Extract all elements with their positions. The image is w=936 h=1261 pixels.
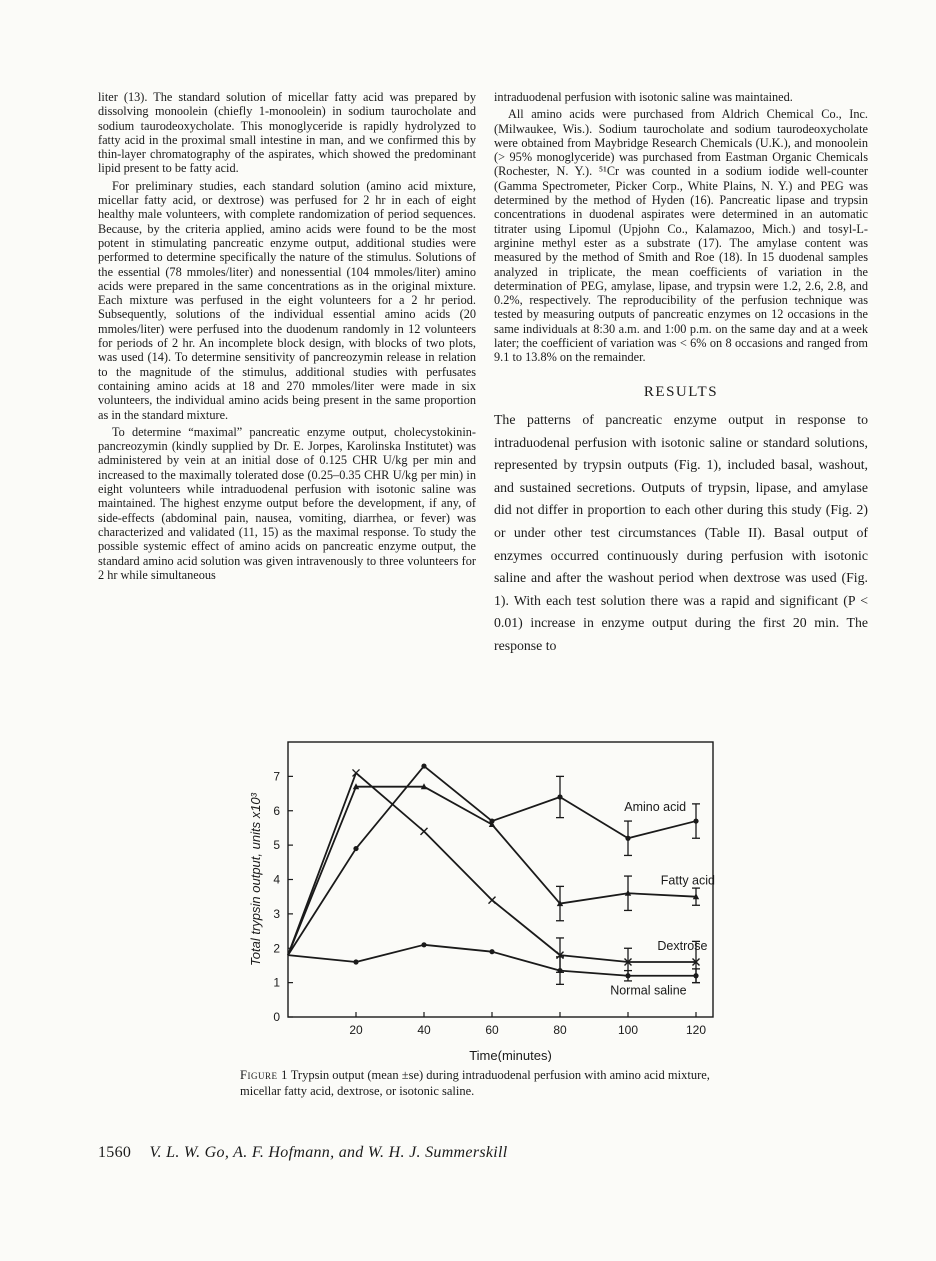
y-tick-label: 3: [273, 906, 280, 921]
figure-caption: [240, 1068, 740, 1099]
x-tick-label: 40: [417, 1023, 431, 1037]
figure-1: [238, 712, 738, 1067]
data-point-dextrose: [421, 828, 428, 835]
data-point-amino-acid: [421, 763, 426, 768]
author-line: V. L. W. Go, A. F. Hofmann, and W. H. J. Summerskill: [149, 1144, 508, 1161]
data-point-amino-acid: [353, 846, 358, 851]
y-axis-label: Total trypsin output, units x10³: [248, 793, 263, 966]
x-tick-label: 80: [553, 1023, 567, 1037]
y-tick-label: 5: [273, 838, 280, 853]
data-point-normal-saline: [353, 959, 358, 964]
data-point-normal-saline: [489, 949, 494, 954]
paragraph: To determine “maximal” pancreatic enzyme output, cholecystokinin-pancreozymin (kindly supplied by Dr. E. Jorpes, Karolinska Institutet) was administered by vein at an initial dose of 0.125 CHR U/kg per min and increased to the maximally tolerated dose (0.25–0.35 CHR U/kg per min) in eight volunteers while intraduodenal perfusion with isotonic saline was maintained. The highest enzyme output before the development, if any, of side-effects (abdominal pain, nausea, vomiting, diarrhea, or fever) was characterized and validated (11, 15) as the maximal response. To study the possible systemic effect of amino acids on pancreatic enzyme output, the standard amino acid solution was given intravenously to three volunteers for 2 hr while simultaneous: [98, 424, 476, 582]
results-paragraph: The patterns of pancreatic enzyme output in response to intraduodenal perfusion with isotonic saline or standard solutions, represented by trypsin outputs (Fig. 1), included basal, washout, and sustained secretions. Outputs of trypsin, lipase, and amylase did not differ in proportion to each other during this study (Fig. 2) or under other test circumstances (Table II). Basal output of enzymes occurred continuously during perfusion with isotonic saline and after the washout period when dextrose was used (Fig. 1). With each test solution there was a rapid and significant (P < 0.01) increase in enzyme output during the first 20 min. The response to: [494, 411, 868, 653]
paragraph: intraduodenal perfusion with isotonic saline was maintained.: [494, 90, 793, 104]
y-tick-label: 7: [273, 769, 280, 784]
x-tick-label: 60: [485, 1023, 499, 1037]
figure-caption-text: Trypsin output (mean ±se) during intraduodenal perfusion with amino acid mixture, micellar fatty acid, dextrose, or isotonic saline.: [240, 1068, 710, 1098]
series-label-normal-saline: Normal saline: [610, 983, 687, 998]
data-point-normal-saline: [421, 942, 426, 947]
data-point-dextrose: [489, 897, 496, 904]
series-line-amino-acid: [288, 766, 696, 955]
y-tick-label: 1: [273, 975, 280, 990]
paragraph: liter (13). The standard solution of micellar fatty acid was prepared by dissolving monoolein (chiefly 1-monoolein) in sodium taurocholate and sodium taurodeoxycholate. This monoglyceride is rapidly hydrolyzed to fatty acid in the proximal small intestine in man, and we confirmed this by thin-layer chromatography of the aspirates, which showed the predominant lipid present to be fatty acid.: [98, 90, 476, 176]
page-footer: [98, 1144, 508, 1162]
trypsin-output-chart: [238, 712, 738, 1062]
paragraph: All amino acids were purchased from Aldrich Chemical Co., Inc. (Milwaukee, Wis.). Sodium taurocholate and sodium taurodeoxycholate were obtained from Maybridge Research Chemicals (U.K.), and monoolein (> 95% monoglyceride) was purchased from Eastman Organic Chemicals (Rochester, N. Y.). ⁵¹Cr was counted in a sodium iodide well-counter (Gamma Spectrometer, Picker Corp., White Plains, N. Y.) and PEG was determined by the method of Hyden (16). Pancreatic lipase and trypsin concentrations in duodenal aspirates were determined in an automatic titrater using Lipomul (Upjohn Co., Kalamazoo, Mich.) and tosyl-L-arginine methyl ester as a substrate (17). The amylase content was measured by the method of Smith and Roe (18). In 15 duodenal samples analyzed in triplicate, the mean coefficients of variation in the determination of PEG, amylase, lipase, and trypsin were 1.2, 2.6, 2.8, and 0.2%, respectively. The reproducibility of the perfusion technique was tested by measuring outputs of pancreatic enzymes on 12 occasions in the same individuals at 8:30 a.m. and 1:00 p.m. on the same day and at a week later; the coefficient of variation was < 6% on 8 occasions and ranged from 9.1 to 13.8% on the remainder.: [494, 107, 868, 365]
page-number: 1560: [98, 1144, 132, 1161]
series-label-fatty-acid: Fatty acid: [660, 873, 715, 888]
x-tick-label: 100: [617, 1023, 639, 1037]
figure-label: Figure 1: [240, 1068, 288, 1082]
x-tick-label: 120: [685, 1023, 707, 1037]
section-heading-results: RESULTS: [643, 383, 719, 400]
paragraph: For preliminary studies, each standard solution (amino acid mixture, micellar fatty acid, or dextrose) was perfused for 2 hr in each of eight healthy male volunteers, with complete randomization of period sequences. Because, by the criteria applied, amino acids were found to be the most potent in stimulating pancreatic enzyme output, additional studies were performed to determine specifically the nature of the stimulus. Solutions of the essential (78 mmoles/liter) and nonessential (104 mmoles/liter) amino acids were prepared in the same concentrations as in the original mixture. Each mixture was perfused in the eight volunteers for a 2 hr period. Subsequently, solutions of the individual essential amino acids (20 mmoles/liter) were perfused into the duodenum randomly in 12 volunteers for periods of 2 hr. An incomplete block design, with blocks of two plots, was used (14). To determine sensitivity of pancreozymin release in relation to the magnitude of the stimulus, additional studies with perfusates containing amino acids at 18 and 270 mmoles/liter were made in six volunteers, the individual amino acids being present in the same proportion as in the standard mixture.: [98, 178, 476, 422]
y-tick-label: 4: [273, 872, 280, 887]
y-tick-label: 6: [273, 803, 280, 818]
series-label-amino-acid: Amino acid: [624, 799, 687, 814]
x-tick-label: 20: [349, 1023, 363, 1037]
x-axis-label: Time(minutes): [469, 1048, 552, 1062]
y-tick-label: 2: [273, 941, 280, 956]
right-text-column: [494, 90, 868, 660]
left-text-column: [98, 90, 476, 585]
series-label-dextrose: Dextrose: [657, 938, 708, 953]
y-tick-label: 0: [273, 1010, 280, 1024]
